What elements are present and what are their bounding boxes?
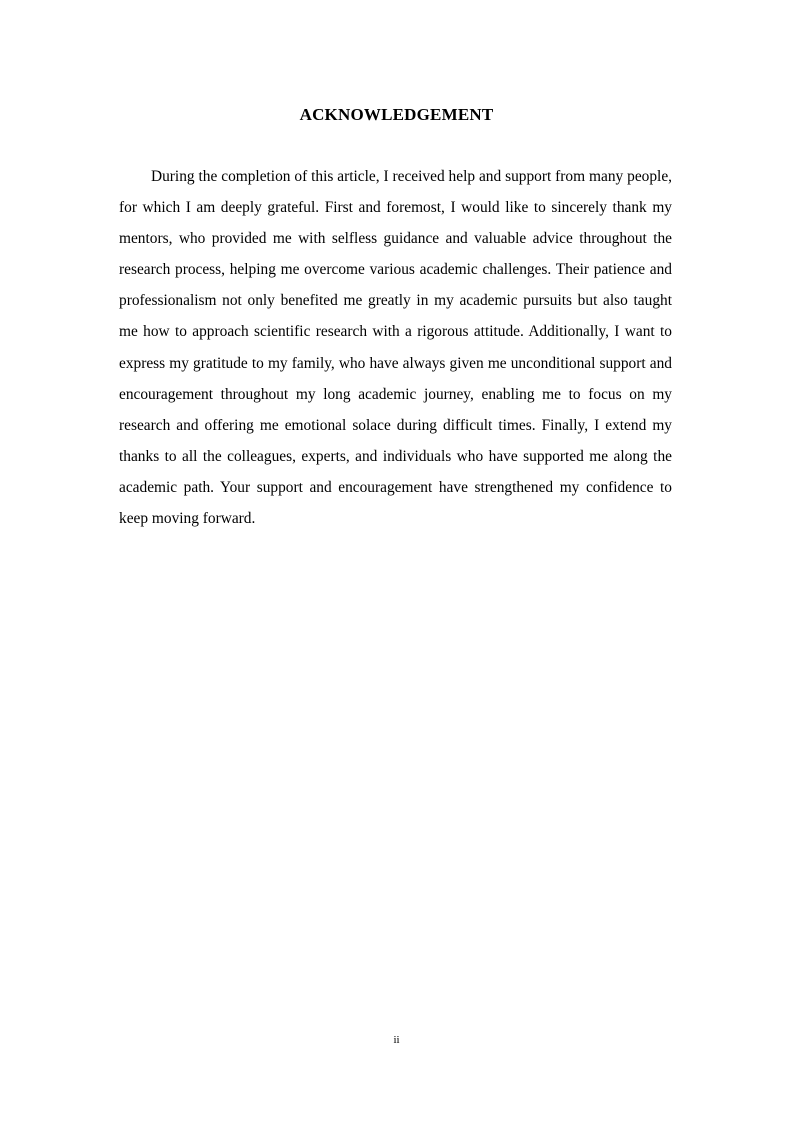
page-title: ACKNOWLEDGEMENT: [299, 105, 494, 124]
acknowledgement-paragraph: During the completion of this article, I received help and support from many people, for which I am deeply grateful. First and foremost, I would like to sincerely thank my mentors, who provided me with selfless guidance and valuable advice throughout the research process, helping me overcome various academic challenges. Their patience and professionalism not only benefited me greatly in my academic pursuits but also taught me how to approach scientific research with a rigorous attitude. Additionally, I want to express my gratitude to my family, who have always given me unconditional support and encouragement throughout my long academic journey, enabling me to focus on my research and offering me emotional solace during difficult times. Finally, I extend my thanks to all the colleagues, experts, and individuals who have supported me along the academic path. Your support and encouragement have strengthened my confidence to keep moving forward.: [119, 168, 672, 528]
page-number: ii: [393, 1034, 400, 1046]
